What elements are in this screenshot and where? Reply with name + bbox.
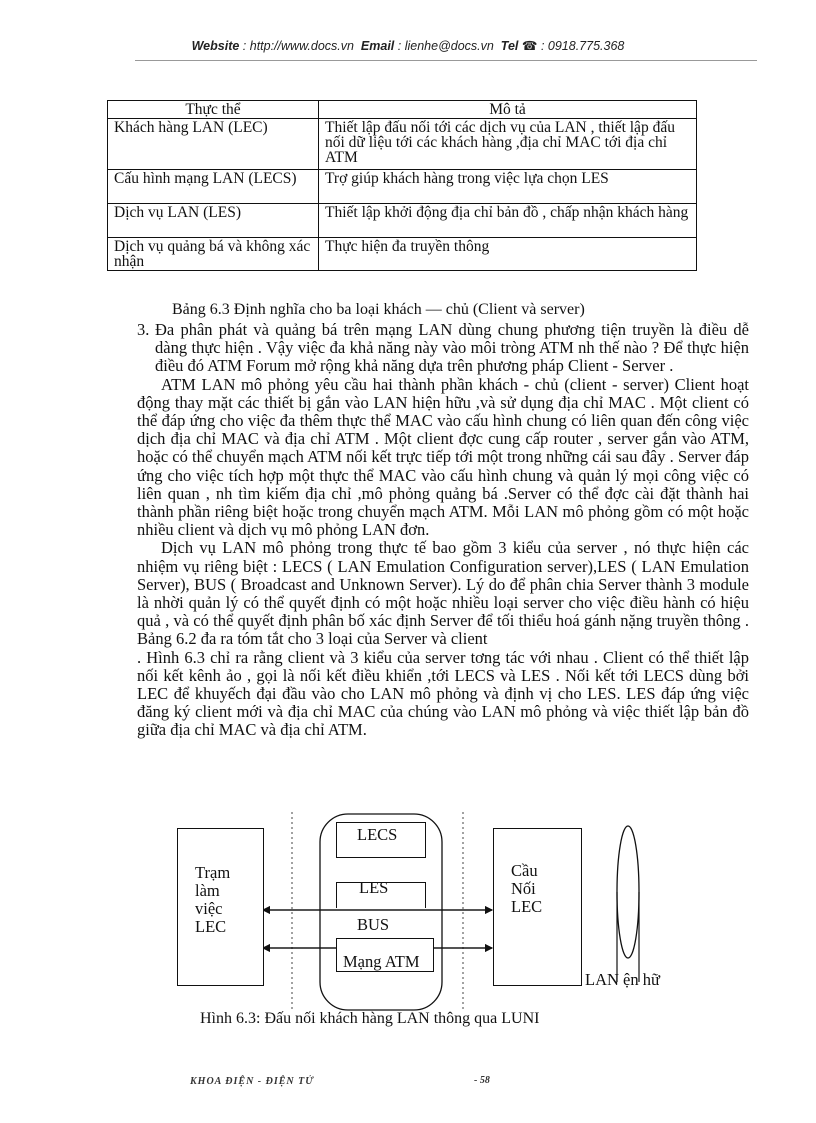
list-text: Đa phân phát và quảng bá trên mạng LAN dùng chung phương tiện truyền là điều dễ dàng thực hiện . Vậy việc đa khả năng này vào môi tròng ATM nh thế nào ? Để thực hiện điều đó ATM Forum mở rộng khả năng dựa trên phương pháp Client - Server . bbox=[155, 320, 749, 376]
les-label: LES bbox=[359, 878, 389, 897]
table-cell: Thiết lập khởi động địa chỉ bản đồ , chấp nhận khách hàng bbox=[319, 204, 697, 238]
lan-cylinder bbox=[617, 826, 639, 958]
luni-diagram bbox=[175, 812, 715, 1042]
table-cell: Trợ giúp khách hàng trong việc lựa chọn LES bbox=[319, 170, 697, 204]
table-header-cell: Mô tả bbox=[319, 101, 697, 119]
table-cell: Cấu hình mạng LAN (LECS) bbox=[108, 170, 319, 204]
table-header-row bbox=[108, 101, 697, 119]
tel-label: Tel bbox=[500, 39, 519, 53]
list-number: 3. bbox=[137, 320, 150, 339]
label-line: Nối bbox=[511, 879, 536, 898]
body-text bbox=[137, 321, 749, 740]
header-divider bbox=[135, 60, 757, 61]
email-value[interactable]: : lienhe@docs.vn bbox=[397, 39, 494, 53]
atm-network-label: Mạng ATM bbox=[343, 952, 420, 971]
figure-caption: Hình 6.3: Đấu nối khách hàng LAN thông qua LUNI bbox=[200, 1010, 540, 1027]
table-cell: Dịch vụ quảng bá và không xác nhận bbox=[108, 238, 319, 271]
table-cell: Khách hàng LAN (LEC) bbox=[108, 119, 319, 170]
lecs-label: LECS bbox=[357, 825, 398, 844]
page-header bbox=[0, 38, 816, 53]
bus-label: BUS bbox=[357, 915, 390, 934]
footer-faculty: KHOA ĐIỆN - ĐIỆN TỬ bbox=[190, 1076, 314, 1087]
website-label: Website bbox=[191, 39, 240, 53]
lan-label: LAN ện hữ bbox=[585, 970, 660, 989]
bridge-label bbox=[511, 862, 542, 916]
paragraph: ATM LAN mô phỏng yêu cầu hai thành phần khách - chủ (client - server) Client hoạt động thay mặt các thiết bị gắn vào LAN hiện hữu ,và sử dụng địa chỉ MAC . Một client có thể đáp ứng cho việc đa thêm thực thể MAC vào cấu hình chung có liên quan đến công việc dịch địa chỉ MAC và địa chỉ ATM . Một client đợc cung cấp router , server gắn vào ATM, hoặc có thể chuyển mạch ATM nối kết trực tiếp tới một trong những cái sau đây . Server đáp ứng cho việc tích hợp một thực thể MAC vào cấu hình chung và quản lý mọi công việc có liên quan , nh tìm kiếm địa chỉ ,mô phỏng quảng bá .Server có thể đợc cài đặt thành hai thành phần riêng biệt hoặc trong chuyển mạch ATM. Mỗi LAN mô phỏng gồm có một hoặc nhiều client và dịch vụ mô phỏng LAN đơn. bbox=[137, 374, 749, 540]
table-cell: Thực hiện đa truyền thông bbox=[319, 238, 697, 271]
label-line: LEC bbox=[195, 917, 227, 936]
email-label: Email bbox=[360, 39, 395, 53]
paragraph: . Hình 6.3 chỉ ra rằng client và 3 kiểu của server tơng tác với nhau . Client có thể thiết lập nối kết kênh ảo , gọi là nối kết điều khiển ,tới LECS và LES . Nối kết tới LECS dùng bởi LEC để khuyếch đại đầu vào cho LAN mô phỏng và định vị cho LES. LES đáp ứng việc đăng ký client mới và địa chỉ MAC của chúng vào LAN mô phỏng và việc thiết lập bản đồ giữa địa chỉ MAC và địa chỉ ATM. bbox=[137, 647, 749, 740]
label-line: làm bbox=[195, 881, 220, 900]
list-item bbox=[137, 321, 749, 376]
table-header-cell: Thực thể bbox=[108, 101, 319, 119]
table-row bbox=[108, 238, 697, 271]
phone-icon: ☎ bbox=[521, 39, 538, 53]
table-cell: Thiết lập đấu nối tới các dịch vụ của LAN , thiết lập đấu nối dữ liệu tới các khách hàng ,địa chỉ MAC tới địa chỉ ATM bbox=[319, 119, 697, 170]
paragraph: Dịch vụ LAN mô phỏng trong thực tế bao gồm 3 kiểu của server , nó thực hiện các nhiệm vụ riêng biệt : LECS ( LAN Emulation Configuration server),LES ( LAN Emulation Server), BUS ( Broadcast and Unknown Server). Lý do để phân chia Server thành 3 module là nhời quản lý có thể quyết định có một hoặc nhiều loại server cho việc điều hành có hiệu quả , và có thể quyết định phân bố xác định Server để tối thiểu hoá gánh nặng truyền thông . Bảng 6.2 đa ra tóm tắt cho 3 loại của Server và client bbox=[137, 538, 749, 649]
table-row bbox=[108, 119, 697, 170]
tel-value: : 0918.775.368 bbox=[540, 39, 625, 53]
definition-table bbox=[107, 100, 697, 271]
label-line: Trạm bbox=[195, 863, 231, 882]
table-row bbox=[108, 170, 697, 204]
table-cell: Dịch vụ LAN (LES) bbox=[108, 204, 319, 238]
website-url[interactable]: : http://www.docs.vn bbox=[242, 39, 354, 53]
label-line: Cầu bbox=[511, 861, 538, 880]
table-caption: Bảng 6.3 Định nghĩa cho ba loại khách — chủ (Client và server) bbox=[172, 301, 585, 318]
workstation-label bbox=[195, 864, 230, 936]
page-number: - 58 bbox=[474, 1075, 490, 1086]
label-line: việc bbox=[195, 899, 223, 918]
table-row bbox=[108, 204, 697, 238]
label-line: LEC bbox=[511, 897, 543, 916]
